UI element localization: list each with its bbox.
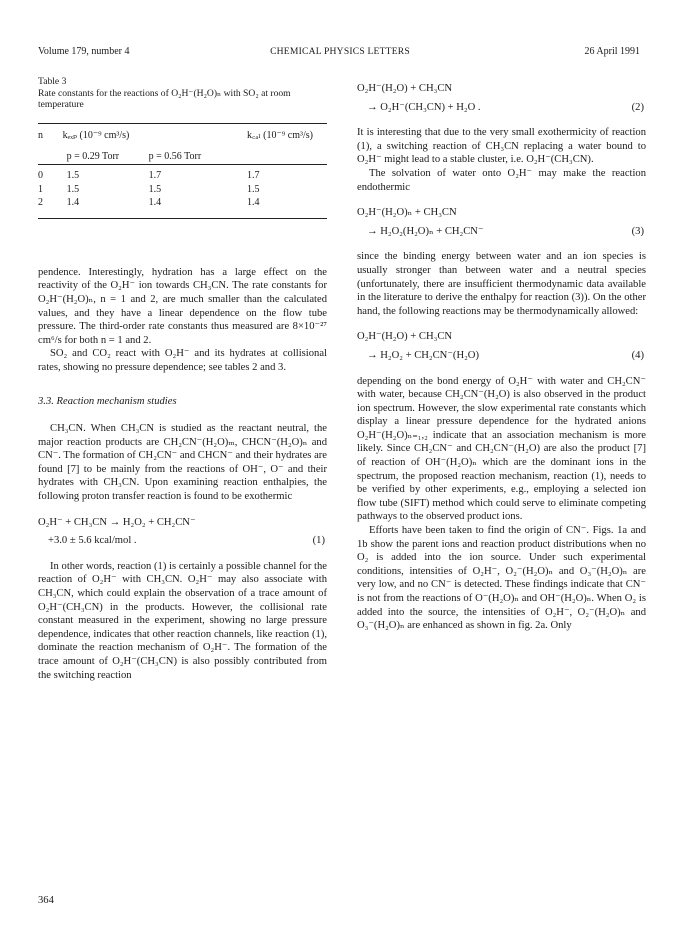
right-paragraph-5: Efforts have been taken to find the origin of CN⁻. Figs. 1a and 1b show the parent ions and reaction product distributions when no O₂ is added into the ion source. Under such experimental conditions, intensities of O₂H⁻, O₂⁻(H₂O)ₙ and O₃⁻(H₂O)ₙ are very low, and no CN⁻ is detected. These findings indicate that CN⁻ is not from the reactions of O⁻(H₂O)ₙ and OH⁻(H₂O)ₙ. When O₂ is added into the source, the intensities of O₂H⁻, O₂⁻(H₂O)ₙ and O₃⁻(H₂O)ₙ are enhanced as shown in fig. 2a. Only — [357, 525, 646, 632]
equation-number: (1) — [312, 535, 325, 547]
left-paragraph-2: SO₂ and CO₂ react with O₂H⁻ and its hydrates at collisional rates, showing no pressure dependence; see tables 2 and 3. — [38, 348, 327, 373]
table-row: 2 1.4 1.4 1.4 — [38, 196, 327, 218]
table-row: 0 1.5 1.7 1.7 — [38, 169, 260, 181]
left-column — [38, 76, 327, 682]
page-number: 364 — [38, 895, 54, 906]
header-journal: CHEMICAL PHYSICS LETTERS — [270, 46, 410, 57]
left-paragraph-3: CH₃CN. When CH₃CN is studied as the reactant neutral, the major reaction products are CH₂CN⁻(H₂O)ₘ, CHCN⁻(H₂O)ₙ and CN⁻. The formation of CH₂CN⁻ and CHCN⁻ and their hydrates are found [7] to be mainly from the reactions of OH⁻, O⁻ and their hydrates with CH₃CN. Upon examining reaction enthalpies, the following proton transfer reaction is found to be exothermic — [38, 423, 327, 503]
right-paragraph-4: depending on the bond energy of O₂H⁻ with water and CH₂CN⁻ with water, because CH₂CN⁻(H₂O) is also observed in the product ion spectrum. However, the slow experimental rate constants which display a linear pressure dependence for the hydrated anions O₂H⁻(H₂O)ₙ₌₁,₂ indicate that an association mechanism is more likely. Since CH₂CN⁻ and CH₂CN⁻(H₂O) are also the product [7] of reaction of OH⁻(H₂O)ₙ which are the dominant ions in the spectrum, the proposed reaction mechanism, reaction (1), needs to be verified by other experiments, e.g., employing a selected ion flow tube (SIFT) method which could serve to eliminate competing pathways to the observed product ions. — [357, 375, 646, 523]
header-date: 26 April 1991 — [584, 46, 640, 57]
table-row: 1 1.5 1.5 1.5 — [38, 183, 260, 195]
left-paragraph-1: pendence. Interestingly, hydration has a large effect on the reactivity of the O₂H⁻ ion towards CH₃CN. The rate constants for O₂H⁻(H₂O)ₙ, n = 1 and 2, are much smaller than the calculated values, and they have a linear dependence on the flow tube pressure. The third-order rate constants thus measured are 8×10⁻²⁷ cm⁶/s for both n = 1 and 2. — [38, 266, 327, 346]
equation-3: O₂H⁻(H₂O)ₙ + CH₃CN → H₂O₂(H₂O)ₙ + CH₂CN⁻ (3) — [357, 207, 644, 237]
header-volume: Volume 179, number 4 — [38, 46, 130, 57]
table-caption: Rate constants for the reactions of O₂H⁻(H₂O)ₙ with SO₂ at room temperature — [38, 87, 291, 111]
equation-1: O₂H⁻ + CH₃CN → H₂O₂ + CH₂CN⁻ +3.0 ± 5.6 kcal/mol . (1) — [38, 516, 325, 547]
section-heading: 3.3. Reaction mechanism studies — [38, 395, 177, 407]
equation-number: (4) — [631, 349, 644, 361]
right-column — [357, 76, 646, 633]
equation-number: (3) — [631, 225, 644, 237]
right-paragraph-1: It is interesting that due to the very small exothermicity of reaction (1), a switching reaction of CH₃CN replacing a water bound to O₂H⁻ might lead to a stable cluster, i.e. O₂H⁻(CH₃CN). — [357, 127, 646, 166]
equation-4: O₂H⁻(H₂O) + CH₃CN → H₂O₂ + CH₂CN⁻(H₂O) (4) — [357, 331, 644, 361]
left-paragraph-4: In other words, reaction (1) is certainly a possible channel for the reaction of O₂H⁻ with CH₃CN. O₂H⁻ may also associate with CH₃CN, which could explain the observation of a trace amount of O₂H⁻(CH₃CN) in the products. However, the collisional rate constant measured in the experiment, showing no large pressure dependence, indicates that other reaction channels, like reaction (1), dominate the reaction mechanism of O₂H⁻. The formation of the trace amount of O₂H⁻(CH₃CN) is also possibly contributed from the switching reaction — [38, 560, 327, 681]
table-title: Table 3 — [38, 76, 67, 87]
right-paragraph-2: The solvation of water onto O₂H⁻ may make the reaction endothermic — [357, 167, 646, 193]
right-paragraph-3: since the binding energy between water and an ion species is usually stronger than between water and a neutral species (unfortunately, there are insufficient thermodynamic data available in the literature to derive the enthalpy for reaction (3)). On the other hand, the following reactions may be thermodynamically allowed: — [357, 251, 646, 317]
table-header-kexp: kₑₓₚ (10⁻⁹ cm³/s) — [62, 129, 130, 141]
equation-2: O₂H⁻(H₂O) + CH₃CN → O₂H⁻(CH₃CN) + H₂O . (2) — [357, 83, 644, 113]
table-header-n: n — [38, 129, 43, 141]
equation-number: (2) — [631, 101, 644, 113]
table-subheader-p1: p = 0.29 Torr — [66, 151, 120, 163]
table-header-kcal: k꜀ₐₗ (10⁻⁹ cm³/s) — [247, 129, 313, 141]
table-subheader-p2: p = 0.56 Torr — [148, 151, 202, 163]
rate-constant-table — [38, 123, 327, 219]
